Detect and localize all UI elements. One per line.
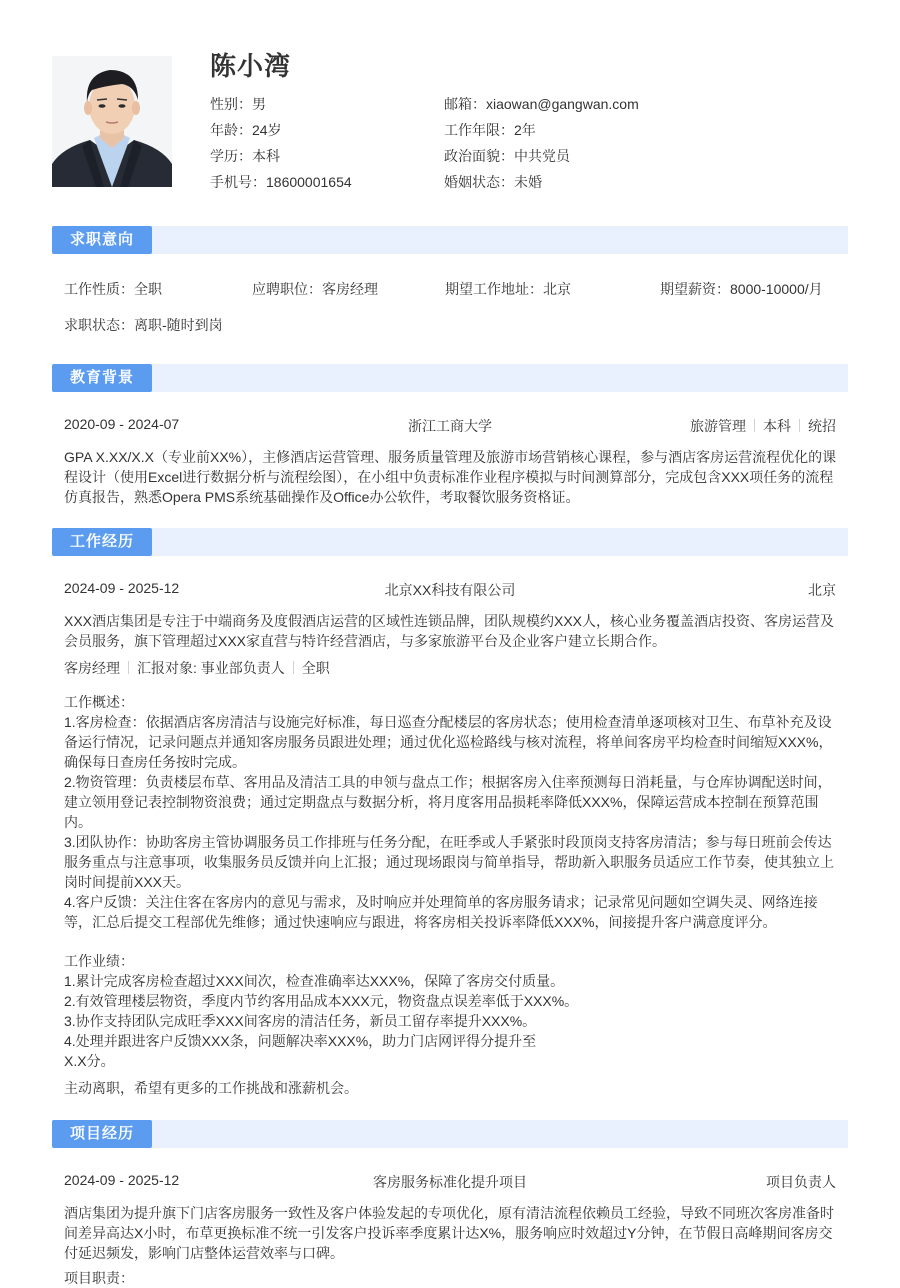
work-entry-header [64, 580, 836, 600]
section-title: 求职意向 [52, 226, 152, 254]
intent-position [252, 279, 378, 299]
intent-value: 离职-随时到岗 [134, 317, 223, 333]
divider [799, 419, 800, 432]
work-company: 北京XX科技有限公司 [384, 582, 516, 598]
info-value: 未婚 [514, 174, 542, 190]
candidate-name: 陈小湾 [210, 51, 292, 81]
profile-photo [52, 56, 172, 187]
portrait-image [52, 56, 172, 187]
work-overview-item: 1.客房检查：依据酒店客房清洁与设施完好标准，每日巡查分配楼层的客房状态；使用检查清单逐项核对卫生、布草补充及设备运行情况，记录问题点并通知客房服务员跟进处理；通过优化巡检路线与核对流程，将单间客房平均检查时间缩短XXX%，确保每日查房任务按时完成。 [64, 714, 833, 770]
project-description [64, 1203, 838, 1263]
work-achievement-item: 2.有效管理楼层物资，季度内节约客用品成本XXX元，物资盘点误差率低于XXX%。 [64, 993, 579, 1009]
intent-value: 北京 [543, 281, 571, 297]
divider [293, 661, 294, 674]
info-marital-status [444, 172, 542, 192]
intent-label: 期望薪资： [660, 281, 730, 297]
intent-value: 全职 [134, 281, 162, 297]
info-phone [210, 172, 352, 192]
education-tags [690, 416, 836, 436]
education-period: 2020-09 - 2024-07 [64, 416, 180, 432]
section-header-education [52, 364, 848, 392]
work-overview-item: 4.客户反馈：关注住客在客房内的意见与需求，及时响应并处理简单的客房服务请求；记录常见问题如空调失灵、网络连接等，汇总后提交工程部优先维修；通过快速响应与跟进，将客房相关投诉率降低XXX%，间接提升客户满意度评分。 [64, 894, 818, 930]
info-gender [210, 94, 266, 114]
section-header-project [52, 1120, 848, 1148]
work-overview-item: 2.物资管理：负责楼层布草、客用品及清洁工具的申领与盘点工作；根据客房入住率预测每日消耗量，与仓库协调配送时间，建立领用登记表控制物资浪费；通过定期盘点与数据分析，将月度客用品损耗率降低XXX%，保障运营成本控制在预算范围内。 [64, 774, 832, 830]
project-entry-header [64, 1172, 836, 1192]
info-value: 2年 [514, 122, 536, 138]
work-overview [64, 692, 838, 932]
work-leave-reason [64, 1078, 838, 1098]
project-period: 2024-09 - 2025-12 [64, 1172, 180, 1188]
info-value: 男 [252, 96, 266, 112]
education-description [64, 447, 838, 507]
education-entry-header [64, 416, 836, 436]
intent-job-type [64, 279, 162, 299]
project-description-text: 酒店集团为提升旗下门店客房服务一致性及客户体验发起的专项优化，原有清洁流程依赖员工经验，导致不同班次客房准备时间差异高达X小时，布草更换标准不统一引发客户投诉率季度累计达X%，服务响应时效超过Y分钟，在节假日高峰期间客房交付延迟频发，影响门店整体运营效率与口碑。 [64, 1205, 834, 1261]
work-company-intro [64, 611, 838, 651]
info-email [444, 94, 639, 114]
education-degree: 本科 [763, 418, 791, 434]
project-name: 客房服务标准化提升项目 [373, 1174, 527, 1190]
info-label: 学历： [210, 148, 252, 164]
intent-salary [660, 279, 823, 299]
work-title: 客房经理 [64, 660, 120, 676]
work-overview-item: 3.团队协作：协助客房主管协调服务员工作排班与任务分配，在旺季或人手紧张时段顶岗支持客房清洁；参与每日班前会传达服务重点与注意事项，收集服务员反馈并向上汇报；通过现场跟岗与简单指导，帮助新入职服务员适应工作节奏，使其独立上岗时间提前XXX天。 [64, 834, 834, 890]
work-achievement-item: X.X分。 [64, 1053, 115, 1069]
info-label: 工作年限： [444, 122, 514, 138]
work-period: 2024-09 - 2025-12 [64, 580, 180, 596]
info-label: 年龄： [210, 122, 252, 138]
info-value: 本科 [252, 148, 280, 164]
intent-location [445, 279, 571, 299]
education-description-text: GPA X.XX/X.X（专业前XX%），主修酒店运营管理、服务质量管理及旅游市场营销核心课程，参与酒店客房运营流程优化的课程设计（使用Excel进行数据分析与流程绘图），在小组中负责标准作业程序模拟与时间测算部分，完成包含XXX项任务的流程仿真报告，熟悉Opera PMS系统基础操作及Office办公软件，考取餐饮服务资格证。 [64, 449, 837, 505]
project-responsibilities-heading [64, 1268, 838, 1288]
info-education [210, 146, 280, 166]
work-location: 北京 [808, 582, 836, 598]
info-label: 性别： [210, 96, 252, 112]
intent-status [64, 315, 223, 335]
info-age [210, 120, 282, 140]
project-responsibilities-title: 项目职责： [64, 1270, 134, 1286]
section-title: 项目经历 [52, 1120, 152, 1148]
section-title: 教育背景 [52, 364, 152, 392]
info-value: 18600001654 [266, 174, 352, 190]
divider [128, 661, 129, 674]
work-leave-reason-text: 主动离职，希望有更多的工作挑战和涨薪机会。 [64, 1080, 358, 1096]
work-report-to: 汇报对象: 事业部负责人 [137, 660, 285, 676]
work-tags [64, 658, 330, 678]
info-value: 24岁 [252, 122, 282, 138]
education-enrollment: 统招 [808, 418, 836, 434]
intent-label: 期望工作地址： [445, 281, 543, 297]
info-work-years [444, 120, 536, 140]
intent-value: 8000-10000/月 [730, 281, 823, 297]
section-title: 工作经历 [52, 528, 152, 556]
section-header-work [52, 528, 848, 556]
info-political-status [444, 146, 570, 166]
work-achievements-title: 工作业绩： [64, 953, 134, 969]
intent-value: 客房经理 [322, 281, 378, 297]
info-label: 手机号： [210, 174, 266, 190]
info-label: 政治面貌： [444, 148, 514, 164]
info-value: xiaowan@gangwan.com [486, 96, 639, 112]
work-achievement-item: 1.累计完成客房检查超过XXX间次，检查准确率达XXX%，保障了客房交付质量。 [64, 973, 565, 989]
work-achievements [64, 951, 838, 1071]
education-major: 旅游管理 [690, 418, 746, 434]
intent-label: 求职状态： [64, 317, 134, 333]
divider [754, 419, 755, 432]
work-achievement-item: 3.协作支持团队完成旺季XXX间客房的清洁任务，新员工留存率提升XXX%。 [64, 1013, 537, 1029]
info-label: 邮箱： [444, 96, 486, 112]
work-company-intro-text: XXX酒店集团是专注于中端商务及度假酒店运营的区域性连锁品牌，团队规模约XXX人，核心业务覆盖酒店投资、客房运营及会员服务，旗下管理超过XXX家直营与特许经营酒店，与多家旅游平台及企业客户建立长期合作。 [64, 613, 835, 649]
project-role: 项目负责人 [766, 1174, 836, 1190]
work-type: 全职 [301, 660, 330, 676]
intent-label: 工作性质： [64, 281, 134, 297]
section-header-intent [52, 226, 848, 254]
info-label: 婚姻状态： [444, 174, 514, 190]
work-achievement-item: 4.处理并跟进客户反馈XXX条，问题解决率XXX%，助力门店网评得分提升至 [64, 1033, 537, 1049]
info-value: 中共党员 [514, 148, 570, 164]
education-school: 浙江工商大学 [408, 418, 492, 434]
work-overview-title: 工作概述： [64, 694, 134, 710]
intent-label: 应聘职位： [252, 281, 322, 297]
